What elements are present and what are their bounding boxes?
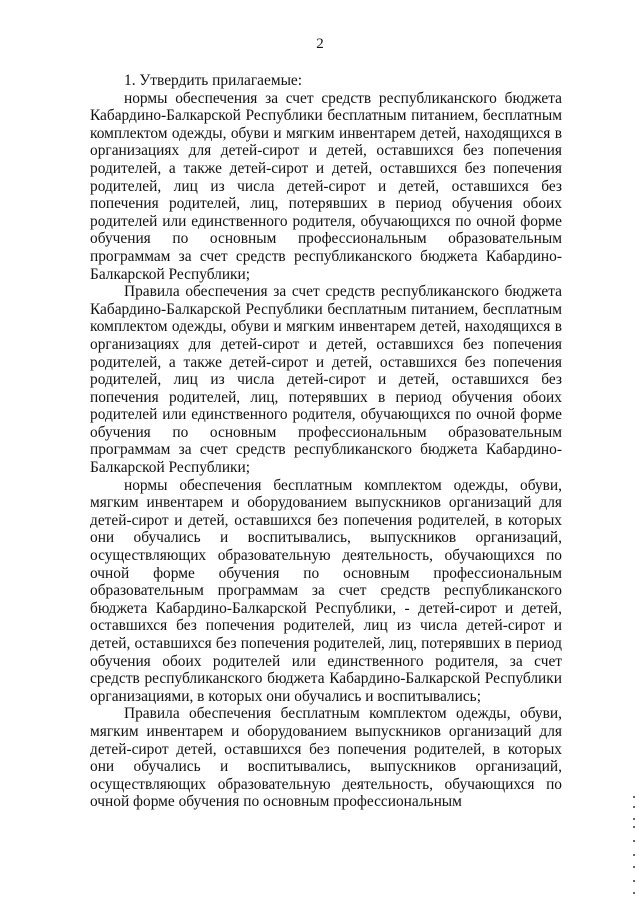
paragraph-norms-clothing: нормы обеспечения бесплатным комплектом одежды, обуви, мягким инвентарем и оборудованием выпускников организаций для детей-сирот и детей, оставшихся без попечения родителей, в которых они обучались и воспитывались, выпускников организаций, осуществляющих образовательную деятельность, обучающихся по очной форме обучения по основным профессиональным образовательным программам за счет средств республиканского бюджета Кабардино-Балкарской Республики, - детей-сирот и детей, оставшихся без попечения родителей, лиц из числа детей-сирот и детей, оставшихся без попечения родителей, лиц, потерявших в период обучения обоих родителей или единственного родителя, за счет средств республиканского бюджета Кабардино-Балкарской Республики организациями, в которых они обучались и воспитывались; bbox=[90, 476, 562, 705]
paragraph-norms-food: нормы обеспечения за счет средств республиканского бюджета Кабардино-Балкарской Республики бесплатным питанием, бесплатным комплектом одежды, обуви и мягким инвентарем детей, находящихся в организациях для детей-сирот и детей, оставшихся без попечения родителей, а также детей-сирот и детей, оставшихся без попечения родителей, лиц из числа детей-сирот и детей, оставшихся без попечения родителей, лиц, потерявших в период обучения обоих родителей или единственного родителя, обучающихся по очной форме обучения по основным профессиональным образовательным программам за счет средств республиканского бюджета Кабардино-Балкарской Республики; bbox=[90, 89, 562, 283]
paragraph-item-1: 1. Утвердить прилагаемые: bbox=[124, 72, 303, 89]
page-number: 2 bbox=[316, 36, 324, 52]
scan-edge-marks bbox=[633, 796, 636, 900]
paragraph-rules-food: Правила обеспечения за счет средств республиканского бюджета Кабардино-Балкарской Республики бесплатным питанием, бесплатным комплектом одежды, обуви и мягким инвентарем детей, находящихся в организациях для детей-сирот и детей, оставшихся без попечения родителей, а также детей-сирот и детей, оставшихся без попечения родителей, лиц из числа детей-сирот и детей, оставшихся без попечения родителей, лиц, потерявших в период обучения обоих родителей или единственного родителя, обучающихся по очной форме обучения по основным профессиональным образовательным программам за счет средств республиканского бюджета Кабардино-Балкарской Республики; bbox=[90, 283, 562, 477]
paragraph-rules-clothing: Правила обеспечения бесплатным комплектом одежды, обуви, мягким инвентарем и оборудованием выпускников организаций для детей-сирот детей, оставшихся без попечения родителей, в которых они обучались и воспитывались, выпускников организаций, осуществляющих образовательную деятельность, обучающихся по очной форме обучения по основным профессиональным bbox=[90, 705, 562, 811]
document-body bbox=[90, 72, 562, 811]
